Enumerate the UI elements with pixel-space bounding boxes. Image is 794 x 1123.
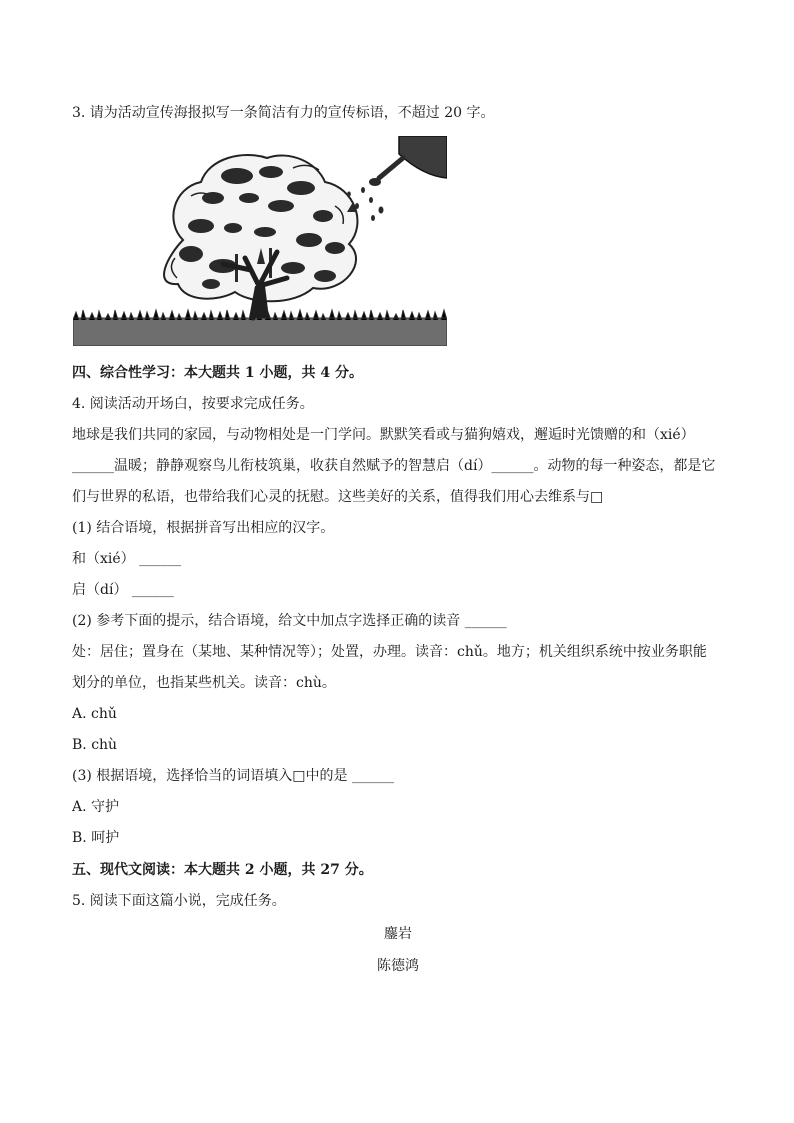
question-4-intro: 4. 阅读活动开场白，按要求完成任务。 (72, 396, 314, 412)
sub-1-item-b: 启（dí） ______ (72, 582, 174, 598)
passage-line-3: 们与世界的私语，也带给我们心灵的抚慰。这些美好的关系，值得我们用心去维系与□ (72, 489, 604, 505)
question-5-intro: 5. 阅读下面这篇小说，完成任务。 (72, 893, 286, 909)
story-author: 陈德鸿 (377, 958, 419, 974)
sub-3-option-b: B. 呵护 (72, 830, 120, 846)
passage-line-2: ______温暖；静静观察鸟儿衔枝筑巢，收获自然赋予的智慧启（dí）______。动物的每一种姿态，都是它 (72, 458, 716, 474)
tree-of-animals-watering-can-illustration (73, 136, 447, 346)
question-3-text: 3. 请为活动宣传海报拟写一条简洁有力的宣传标语，不超过 20 字。 (72, 105, 495, 121)
question-4-sub-1: (1) 结合语境，根据拼音写出相应的汉字。 (72, 520, 335, 536)
sub-3-option-a: A. 守护 (72, 799, 120, 815)
question-4-sub-3: (3) 根据语境，选择恰当的词语填入□中的是 ______ (72, 768, 394, 784)
section-5-heading: 五、现代文阅读：本大题共 2 小题，共 27 分。 (72, 862, 373, 878)
sub-2-option-b: B. chù (72, 737, 118, 753)
hint-line-1: 处：居住；置身在（某地、某种情况等）；处置，办理。读音：chǔ。地方；机关组织系统中按业务职能 (72, 644, 707, 660)
passage-line-1: 地球是我们共同的家园，与动物相处是一门学问。默默笑看或与猫狗嬉戏，邂逅时光馈赠的和（xié） (72, 427, 695, 443)
hint-line-2: 划分的单位，也指某些机关。读音：chù。 (72, 675, 336, 691)
story-title: 鏖岩 (384, 926, 412, 942)
section-4-heading: 四、综合性学习：本大题共 1 小题，共 4 分。 (72, 365, 363, 381)
sub-1-item-a: 和（xié） ______ (72, 551, 182, 567)
sub-2-option-a: A. chǔ (72, 706, 117, 722)
question-4-sub-2: (2) 参考下面的提示，结合语境，给文中加点字选择正确的读音 ______ (72, 613, 507, 629)
